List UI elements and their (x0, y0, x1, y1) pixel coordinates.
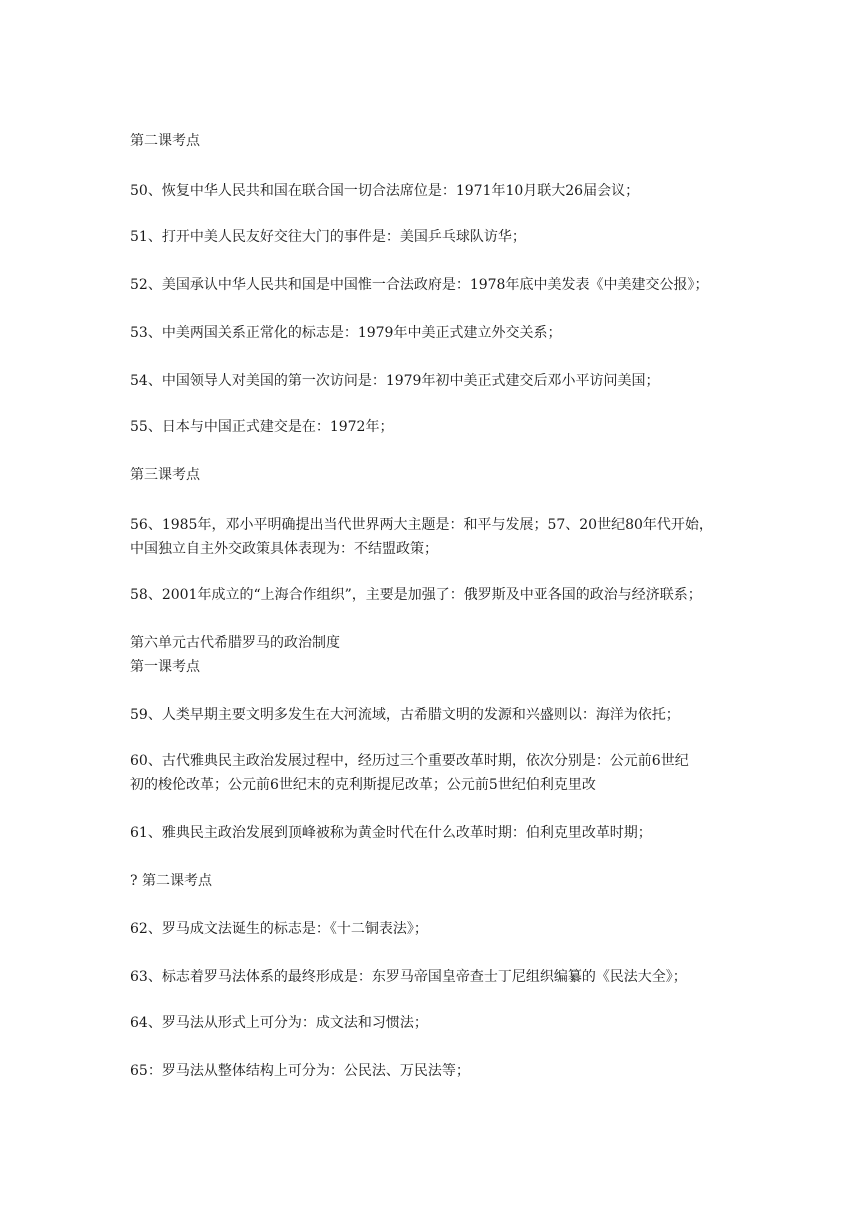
item-60-line-1: 60、古代雅典民主政治发展过程中，经历过三个重要改革时期，依次分别是：公元前6世纪 (130, 753, 689, 769)
item-65: 65：罗马法从整体结构上可分为：公民法、万民法等； (130, 1063, 470, 1079)
item-58: 58、2001年成立的“上海合作组织”，主要是加强了：俄罗斯及中亚各国的政治与经济联系； (130, 587, 702, 603)
item-63: 63、标志着罗马法体系的最终形成是：东罗马帝国皇帝查士丁尼组织编纂的《民法大全》； (130, 969, 687, 985)
item-53: 53、中美两国关系正常化的标志是：1979年中美正式建立外交关系； (130, 325, 562, 341)
section-heading-lesson-3: 第三课考点 (130, 467, 200, 483)
item-54: 54、中国领导人对美国的第一次访问是：1979年初中美正式建交后邓小平访问美国； (130, 373, 660, 389)
unit-heading-6: 第六单元古代希腊罗马的政治制度 (130, 635, 340, 651)
section-heading-lesson-2b: ? 第二课考点 (130, 873, 212, 889)
item-59: 59、人类早期主要文明多发生在大河流域，古希腊文明的发源和兴盛则以：海洋为依托； (130, 707, 680, 723)
item-52: 52、美国承认中华人民共和国是中国惟一合法政府是：1978年底中美发表《中美建交公报》； (130, 277, 709, 293)
item-50: 50、恢复中华人民共和国在联合国一切合法席位是：1971年10月联大26届会议； (130, 183, 640, 199)
item-55: 55、日本与中国正式建交是在：1972年； (130, 419, 394, 435)
item-61: 61、雅典民主政治发展到顶峰被称为黄金时代在什么改革时期：伯利克里改革时期； (130, 825, 652, 841)
item-56-57-line-2: 中国独立自主外交政策具体表现为：不结盟政策； (130, 541, 438, 557)
section-heading-lesson-2: 第二课考点 (130, 133, 200, 149)
section-heading-lesson-1: 第一课考点 (130, 659, 200, 675)
item-56-57-line-1: 56、1985年，邓小平明确提出当代世界两大主题是：和平与发展；57、20世纪80年代开始， (130, 517, 713, 533)
item-60-line-2: 初的梭伦改革；公元前6世纪末的克利斯提尼改革；公元前5世纪伯利克里改 (130, 777, 596, 793)
item-51: 51、打开中美人民友好交往大门的事件是：美国乒乓球队访华； (130, 229, 526, 245)
item-64: 64、罗马法从形式上可分为：成文法和习惯法； (130, 1015, 428, 1031)
item-62: 62、罗马成文法诞生的标志是：《十二铜表法》； (130, 921, 428, 937)
